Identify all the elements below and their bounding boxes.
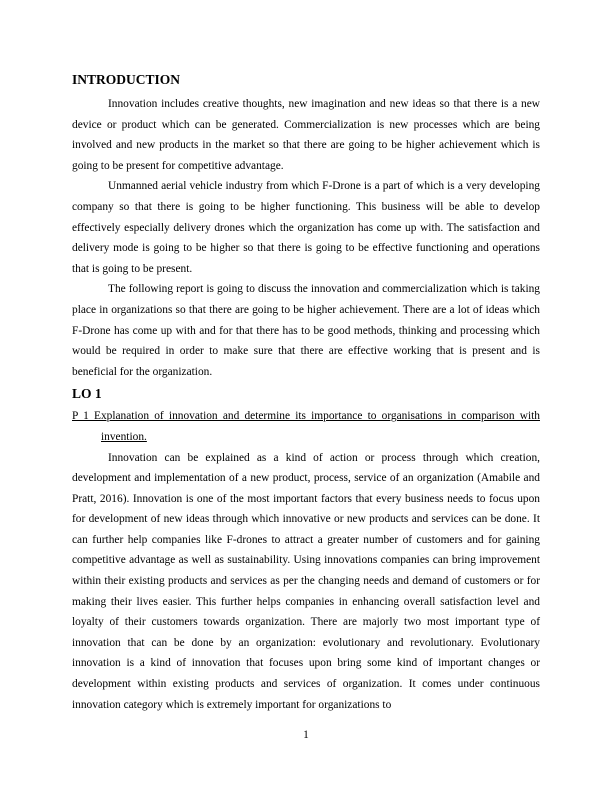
introduction-paragraph-3: The following report is going to discuss the innovation and commercialization which is taking place in organizations so that there are going to be higher achievement. There are a lot of ideas which F-Drone has come up with and for that there has to be good methods, thinking and processing which would be required in order to make sure that there are effective working that is present and is beneficial for the organization. xyxy=(72,283,540,378)
introduction-heading: INTRODUCTION xyxy=(72,72,181,87)
introduction-paragraph-2: Unmanned aerial vehicle industry from which F-Drone is a part of which is a very developing company so that there is going to be higher functioning. This business will be able to develop effectively especially delivery drones which the organization has come up with. The satisfaction and delivery mode is going to be higher so that there is going to be effective functioning and operations that is going to be present. xyxy=(72,180,540,275)
lo1-heading: LO 1 xyxy=(72,386,102,402)
lo1-paragraph: Innovation can be explained as a kind of action or process through which creation, development and implementation of a new product, process, service of an organization (Amabile and Pratt, 2016). Innovation is one of the most important factors that every business needs to focus upon for development of new ideas through which innovative or new products and services can be done. It can further help companies like F-drones to attract a greater number of customers and for gaining competitive advantage as well as sustainability. Using innovations companies can bring improvement within their existing products and services as per the changing needs and demand of customers or for making their lives easier. This further helps companies in enhancing overall satisfaction level and loyalty of their customers towards organization. There are majorly two most important type of innovation that can be done by an organization: evolutionary and revolutionary. Evolutionary innovation is a kind of innovation that focuses upon bring some kind of important changes or development within existing products and services of organization. It comes under continuous innovation category which is extremely important for organizations to xyxy=(72,451,540,711)
p1-subheading: P 1 Explanation of innovation and determine its importance to organisations in comparison with invention. xyxy=(72,410,540,443)
page-number: 1 xyxy=(303,729,309,741)
document-page xyxy=(72,70,540,715)
introduction-paragraph-1: Innovation includes creative thoughts, new imagination and new ideas so that there is a new device or product which can be generated. Commercialization is new processes which are being involved and new products in the market so that there are going to be higher achievement which is going to be present for competitive advantage. xyxy=(72,98,540,172)
